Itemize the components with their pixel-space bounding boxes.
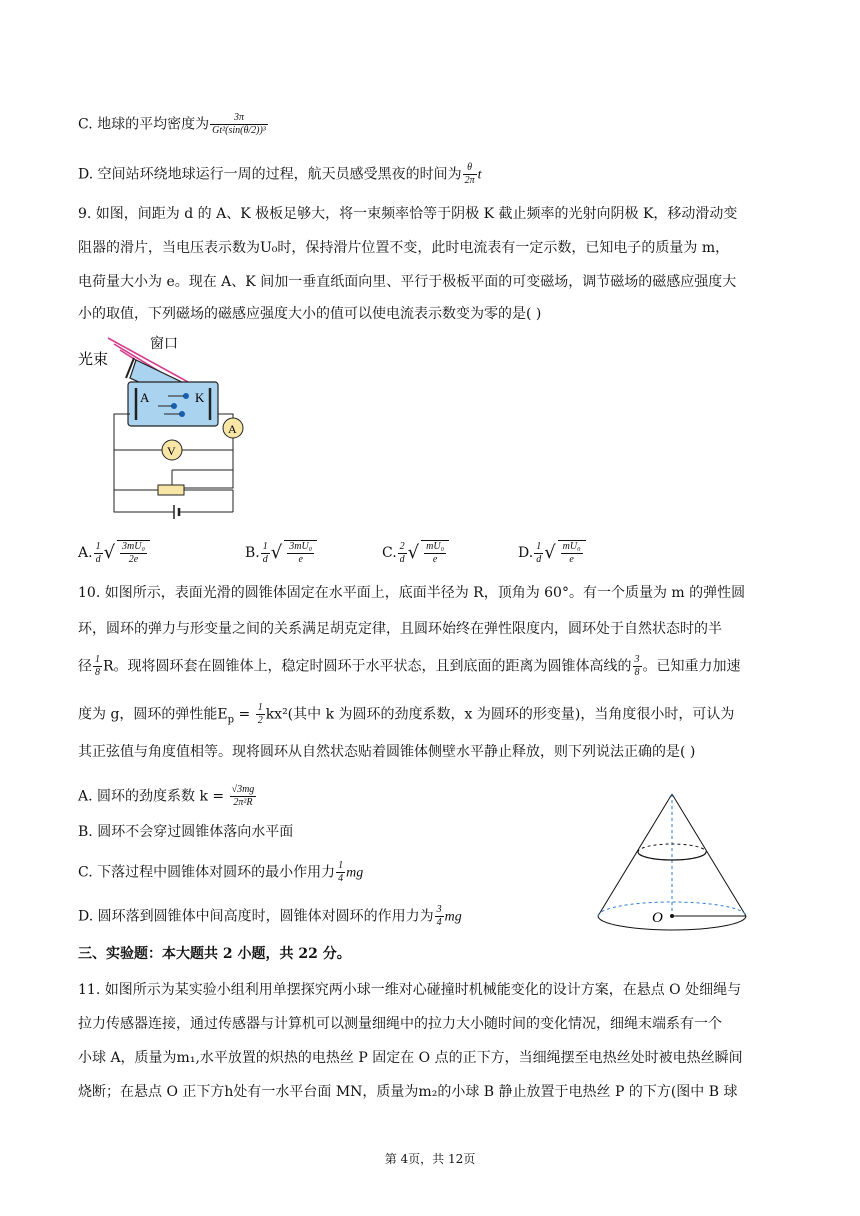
q10-line-5: 其正弦值与角度值相等。现将圆环从自然状态贴着圆锥体侧壁水平静止释放，则下列说法正确的是( ) xyxy=(78,744,696,760)
option-coef-num: 1 xyxy=(262,540,268,552)
q10-option-c-prefix: C. 下落过程中圆锥体对圆环的最小作用力 xyxy=(78,864,336,881)
q10-option-a-den: 2π²R xyxy=(233,797,253,808)
q10-line-4b: = xyxy=(234,706,255,723)
q9-option-b xyxy=(245,540,317,566)
option-coef xyxy=(534,541,543,566)
q10-frac-2-den: 8 xyxy=(634,667,640,678)
rheostat xyxy=(158,485,184,495)
option-rad-num: 3mU₀ xyxy=(122,541,145,552)
q10-frac-2 xyxy=(633,654,642,679)
sqrt-sign: √ xyxy=(407,542,420,563)
option-coef-den: d xyxy=(95,553,101,565)
option-rad-den: e xyxy=(298,554,303,565)
wire-right xyxy=(218,414,233,418)
q10-frac-2-num: 3 xyxy=(634,654,640,665)
q10-option-d-suffix: mg xyxy=(444,909,462,925)
label-window: 窗口 xyxy=(150,337,178,352)
section-3-heading: 三、实验题：本大题共 2 小题，共 22 分。 xyxy=(78,946,351,962)
cone-left-edge xyxy=(598,794,672,916)
label-O: O xyxy=(652,910,663,926)
q10-option-d-prefix: D. 圆环落到圆锥体中间高度时，圆锥体对圆环的作用力为 xyxy=(78,908,434,925)
q8-option-c-fraction xyxy=(210,112,268,137)
q9-option-c xyxy=(382,540,449,566)
q10-line-4a: 度为 g，圆环的弹性能E xyxy=(78,706,228,723)
q10-frac-1-num: 1 xyxy=(95,654,100,665)
sqrt-sign: √ xyxy=(544,542,556,563)
q10-option-c-num: 1 xyxy=(338,860,344,871)
q9-phototube-circuit-figure xyxy=(78,330,258,525)
q11-line-3: 小球 A，质量为m₁,水平放置的炽热的电热丝 P 固定在 O 点的正下方，当细绳摆至电热丝处时被电热丝瞬间 xyxy=(78,1050,743,1066)
q10-option-a-num: √3mg xyxy=(231,784,255,795)
option-radicand xyxy=(117,540,150,566)
q10-frac-3 xyxy=(256,702,265,727)
voltmeter-label: V xyxy=(167,444,176,458)
q9-option-a xyxy=(78,540,150,566)
q10-line-4c: kx²(其中 k 为圆环的劲度系数，x 为圆环的形变量)，当角度很小时，可认为 xyxy=(265,706,735,723)
option-coef-num: 1 xyxy=(536,540,542,552)
q10-option-a-prefix: A. 圆环的劲度系数 k = xyxy=(78,788,229,805)
q11-line-4: 烧断；在悬点 O 正下方h处有一水平台面 MN，质量为m₂的小球 B 静止放置于电热丝 P 的下方(图中 B 球 xyxy=(78,1084,738,1100)
q10-option-d-frac xyxy=(435,904,444,929)
option-rad-num: 3mU₀ xyxy=(289,541,313,552)
option-label: A. xyxy=(78,545,93,561)
option-coef xyxy=(261,541,270,566)
q8-option-c-num: 3π xyxy=(210,112,268,125)
q9-line-3: 电荷量大小为 e。现在 A、K 间加一垂直纸面向里、平行于极板平面的可变磁场，调节磁场的磁感应强度大 xyxy=(78,274,737,290)
option-coef-num: 2 xyxy=(399,540,405,552)
option-radicand xyxy=(421,540,449,566)
q10-option-b: B. 圆环不会穿过圆锥体落向水平面 xyxy=(78,824,294,840)
option-coef-num: 1 xyxy=(95,540,101,552)
label-A: A xyxy=(140,390,150,405)
sqrt-sign: √ xyxy=(103,542,116,563)
q10-option-c xyxy=(78,860,363,885)
q10-option-c-suffix: mg xyxy=(346,865,364,881)
q11-line-1: 11. 如图所示为某实验小组利用单摆探究两小球一维对心碰撞时机械能变化的设计方案，在悬点 O 处细绳与 xyxy=(78,982,742,998)
q10-line-4 xyxy=(78,702,734,730)
base-center xyxy=(670,914,674,918)
q10-option-a-frac xyxy=(230,784,257,809)
option-label: C. xyxy=(382,545,397,561)
q10-line-3c: 。已知重力加速 xyxy=(642,658,741,675)
q10-line-3 xyxy=(78,654,741,679)
option-rad-den: 2e xyxy=(128,554,139,565)
q10-option-c-frac xyxy=(336,860,345,885)
q10-line-1: 10. 如图所示，表面光滑的圆锥体固定在水平面上，底面半径为 R，顶角为 60°。有一个质量为 m 的弹性圆 xyxy=(78,585,746,601)
base-front xyxy=(598,916,746,930)
q9-option-d xyxy=(518,540,586,566)
option-rad-num: mU₀ xyxy=(426,541,445,552)
q10-option-c-den: 4 xyxy=(338,873,344,884)
option-label: D. xyxy=(518,545,534,561)
q8-option-c xyxy=(78,112,269,137)
q10-frac-1 xyxy=(93,654,102,679)
sqrt-sign: √ xyxy=(270,542,283,563)
q10-line-3a: 径 xyxy=(78,658,92,675)
q8-option-c-den: Gt²(sin(θ/2))³ xyxy=(212,125,266,136)
option-rad-den: e xyxy=(432,554,438,565)
wire-right-2 xyxy=(174,438,233,488)
ammeter-label: A xyxy=(228,422,237,436)
q10-cone-figure xyxy=(592,790,752,938)
q10-frac-1-den: 8 xyxy=(95,667,100,678)
q10-line-4-sub: p xyxy=(227,714,235,726)
option-radicand xyxy=(284,540,317,566)
q10-option-d-den: 4 xyxy=(436,917,442,928)
wire-left xyxy=(114,414,174,512)
q10-line-2: 环，圆环的弹力与形变量之间的关系满足胡克定律，且圆环始终在弹性限度内，圆环处于自然状态时的半 xyxy=(78,621,722,637)
option-label: B. xyxy=(245,545,260,561)
page-footer: 第 4页，共 12页 xyxy=(384,1152,476,1166)
q10-line-3b: R。现将圆环套在圆锥体上，稳定时圆环于水平状态，且到底面的距离为圆锥体高线的 xyxy=(103,658,632,675)
option-coef xyxy=(94,541,103,566)
label-K: K xyxy=(195,390,205,405)
q10-frac-3-num: 1 xyxy=(257,702,263,713)
option-radicand xyxy=(558,540,586,566)
q10-option-d-num: 3 xyxy=(436,904,442,915)
q8-option-d-prefix: D. 空间站环绕地球运行一周的过程，航天员感受黑夜的时间为 xyxy=(78,166,462,183)
q8-option-d-num: θ xyxy=(463,162,477,175)
q10-option-d xyxy=(78,904,462,929)
q10-option-a xyxy=(78,784,257,809)
label-beam: 光束 xyxy=(78,352,109,368)
option-coef xyxy=(398,541,407,566)
q8-option-c-prefix: C. 地球的平均密度为 xyxy=(78,116,210,133)
option-coef-den: d xyxy=(536,553,542,565)
option-rad-den: e xyxy=(569,554,574,565)
q8-option-d-fraction xyxy=(463,162,477,187)
option-rad-num: mU₀ xyxy=(562,541,581,552)
q9-line-4: 小的取值，下列磁场的磁感应强度大小的值可以使电流表示数变为零的是( ) xyxy=(78,306,542,322)
cone-right-edge xyxy=(672,794,746,916)
q9-line-2: 阻器的滑片，当电压表示数为U₀时，保持滑片位置不变，此时电流表有一定示数，已知电子的质量为 m， xyxy=(78,240,730,256)
q10-frac-3-den: 2 xyxy=(257,715,263,726)
q8-option-d-suffix: t xyxy=(477,167,482,183)
q8-option-d-den: 2π xyxy=(464,175,475,186)
q11-line-2: 拉力传感器连接，通过传感器与计算机可以测量细绳中的拉力大小随时间的变化情况，细绳末端系有一个 xyxy=(78,1016,722,1032)
option-coef-den: d xyxy=(399,553,405,565)
q9-line-1: 9. 如图，间距为 d 的 A、K 极板足够大，将一束频率恰等于阴极 K 截止频率的光射向阴极 K，移动滑动变 xyxy=(78,206,738,222)
q8-option-d xyxy=(78,162,482,187)
option-coef-den: d xyxy=(262,553,268,565)
